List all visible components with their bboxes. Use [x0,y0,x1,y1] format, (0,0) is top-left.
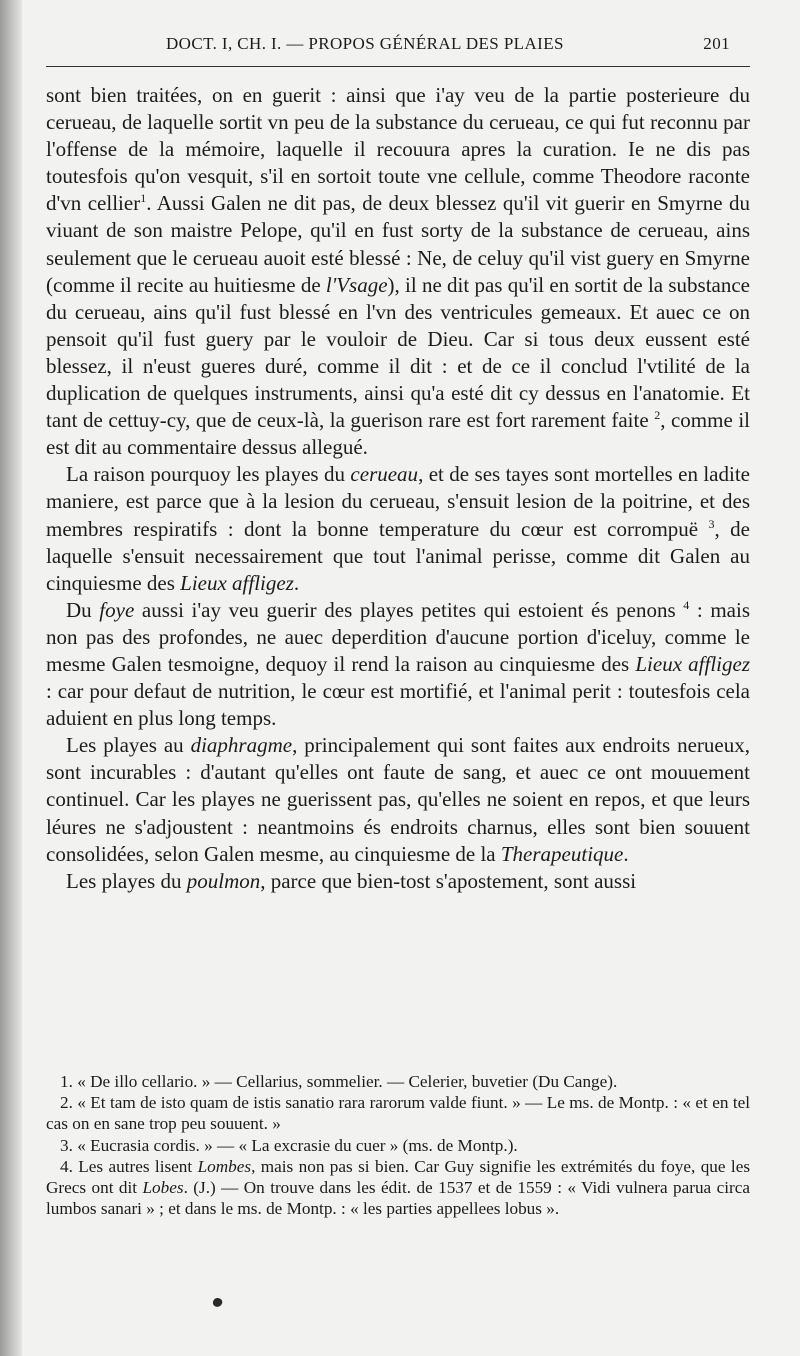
footnote-marker: 3 [708,516,715,531]
text-span: , principalement qui sont faites aux endroits nerueux, sont incurables : d'autant qu'elles ont faute de sang, et auec ce ont mouuement continuel. Car les playes ne guerissent pas, qu'elles ne soient en repos, et que leurs léures ne s'adjoustent : neantmoins és endroits charnus, elles sont bien souuent consolidées, selon Galen mesme, au cinquiesme de la [46,733,750,866]
text-span: sont bien traitées, on en guerit : ainsi que i'ay veu de la partie posterieure du cerueau, de laquelle sortit vn peu de la substance du cerueau, ce qui fut reconnu par l'offense de la mémoire, laquelle il recouura apres la curation. Ie ne dis pas toutesfois qu'on vesquit, s'il en sortoit toute vne cellule, comme Theodore raconte d'vn cellier [46,83,750,216]
running-head [46,34,750,58]
italic-term: Therapeutique [500,841,624,866]
italic-term: poulmon [186,868,261,893]
ink-blot [212,1297,224,1309]
text-span: , mais non pas si bien. Car Guy signifie les extrémités du foye, que les Grecs ont dit [46,1156,751,1198]
footnote-4 [46,1156,750,1220]
text-span: , et de ses tayes sont mortelles en ladite maniere, est parce que à la lesion du cerueau, s'ensuit lesion de la poitrine, et des membres respiratifs : dont la bonne temperature du cœur est corrompuë [46,462,750,541]
italic-term: Lobes [142,1178,184,1198]
text-span: , de laquelle s'ensuit necessairement que tout l'animal perisse, comme dit Galen au cinquiesme des [46,516,751,595]
main-text [46,82,750,895]
footnote-marker: 2 [654,408,661,423]
italic-term: Lieux affligez [180,570,294,595]
text-span: . [623,841,629,866]
text-span: La raison pourquoy les playes du [66,462,345,487]
footnotes [46,1071,750,1219]
italic-term: foye [99,597,135,622]
paragraph-2 [46,461,750,596]
text-span: , comme il est dit au commentaire dessus allegué. [46,408,750,460]
italic-term: Lombes [197,1156,252,1176]
text-span: aussi i'ay veu guerir des playes petites qui estoient és penons [141,597,676,622]
footnote-marker: 4 [683,597,690,612]
text-span: , parce que bien-tost s'apostement, sont aussi [260,868,637,893]
text-span: . Aussi Galen ne dit pas, de deux blessez qu'il vit guerir en Smyrne du viuant de son maistre Pelope, qu'il en fust sorty de la substance de cerueau, ains seulement que le cerueau auoit esté blessé : Ne, de celuy qu'il vist guery en Smyrne (comme il recite au huitiesme de [46,191,750,297]
paragraph-3 [46,597,750,732]
text-span: . [293,570,300,595]
paragraph-5 [46,868,750,895]
text-span: . (J.) — On trouve dans les édit. de 1537 et de 1559 : « Vidi vulnera parua circa lumbos sanari » ; et dans le ms. de Montp. : « les parties appellees lobus ». [46,1178,750,1219]
footnote-marker: 1 [140,191,147,206]
italic-term: diaphragme [190,733,293,758]
paragraph-1 [46,82,750,461]
text-span: : mais non pas des profondes, ne auec deperdition d'aucune portion d'iceluy, comme le mesme Galen tesmoigne, dequoy il rend la raison au cinquiesme des [46,597,751,676]
paragraph-4 [46,732,750,867]
running-title: DOCT. I, CH. I. — PROPOS GÉNÉRAL DES PLAIES [166,34,564,53]
italic-term: l'Vsage [325,272,388,297]
text-span: Du [66,597,92,622]
text-span: ), il ne dit pas qu'il en sortit de la substance du cerueau, ains qu'il fust blessé en l'vn des ventricules gemeaux. Et auec ce on pensoit qu'il fust guery par le vouloir de Dieu. Car si tous deux eussent esté blessez, il n'eust gueres duré, comme il dit : et de ce il conclud l'vtilité de la duplication de quelques instruments, ainsi qu'a esté dit cy dessus en l'anatomie. Et tant de cettuy-cy, que de ceux-là, la guerison rare est fort rarement faite [46,272,751,433]
footnote-2: 2. « Et tam de isto quam de istis sanatio rara rarorum valde fiunt. » — Le ms. de Montp. : « et en tel cas on en sane trop peu souuent. » [46,1093,750,1134]
text-span: 4. Les autres lisent [60,1156,193,1176]
header-rule [46,66,750,67]
page-number: 201 [703,34,730,53]
text-span: Les playes au [66,733,184,758]
footnote-3: 3. « Eucrasia cordis. » — « La excrasie du cuer » (ms. de Montp.). [60,1135,518,1155]
text-span: : car pour defaut de nutrition, le cœur est mortifié, et l'animal perit : toutesfois cela aduient en plus long temps. [46,679,750,731]
page-binding-shadow [0,0,22,1356]
footnote-1: 1. « De illo cellario. » — Cellarius, sommelier. — Celerier, buvetier (Du Cange). [60,1072,618,1091]
italic-term: Lieux affligez [635,651,750,676]
text-span: Les playes du [66,868,182,893]
italic-term: cerueau [350,462,419,487]
